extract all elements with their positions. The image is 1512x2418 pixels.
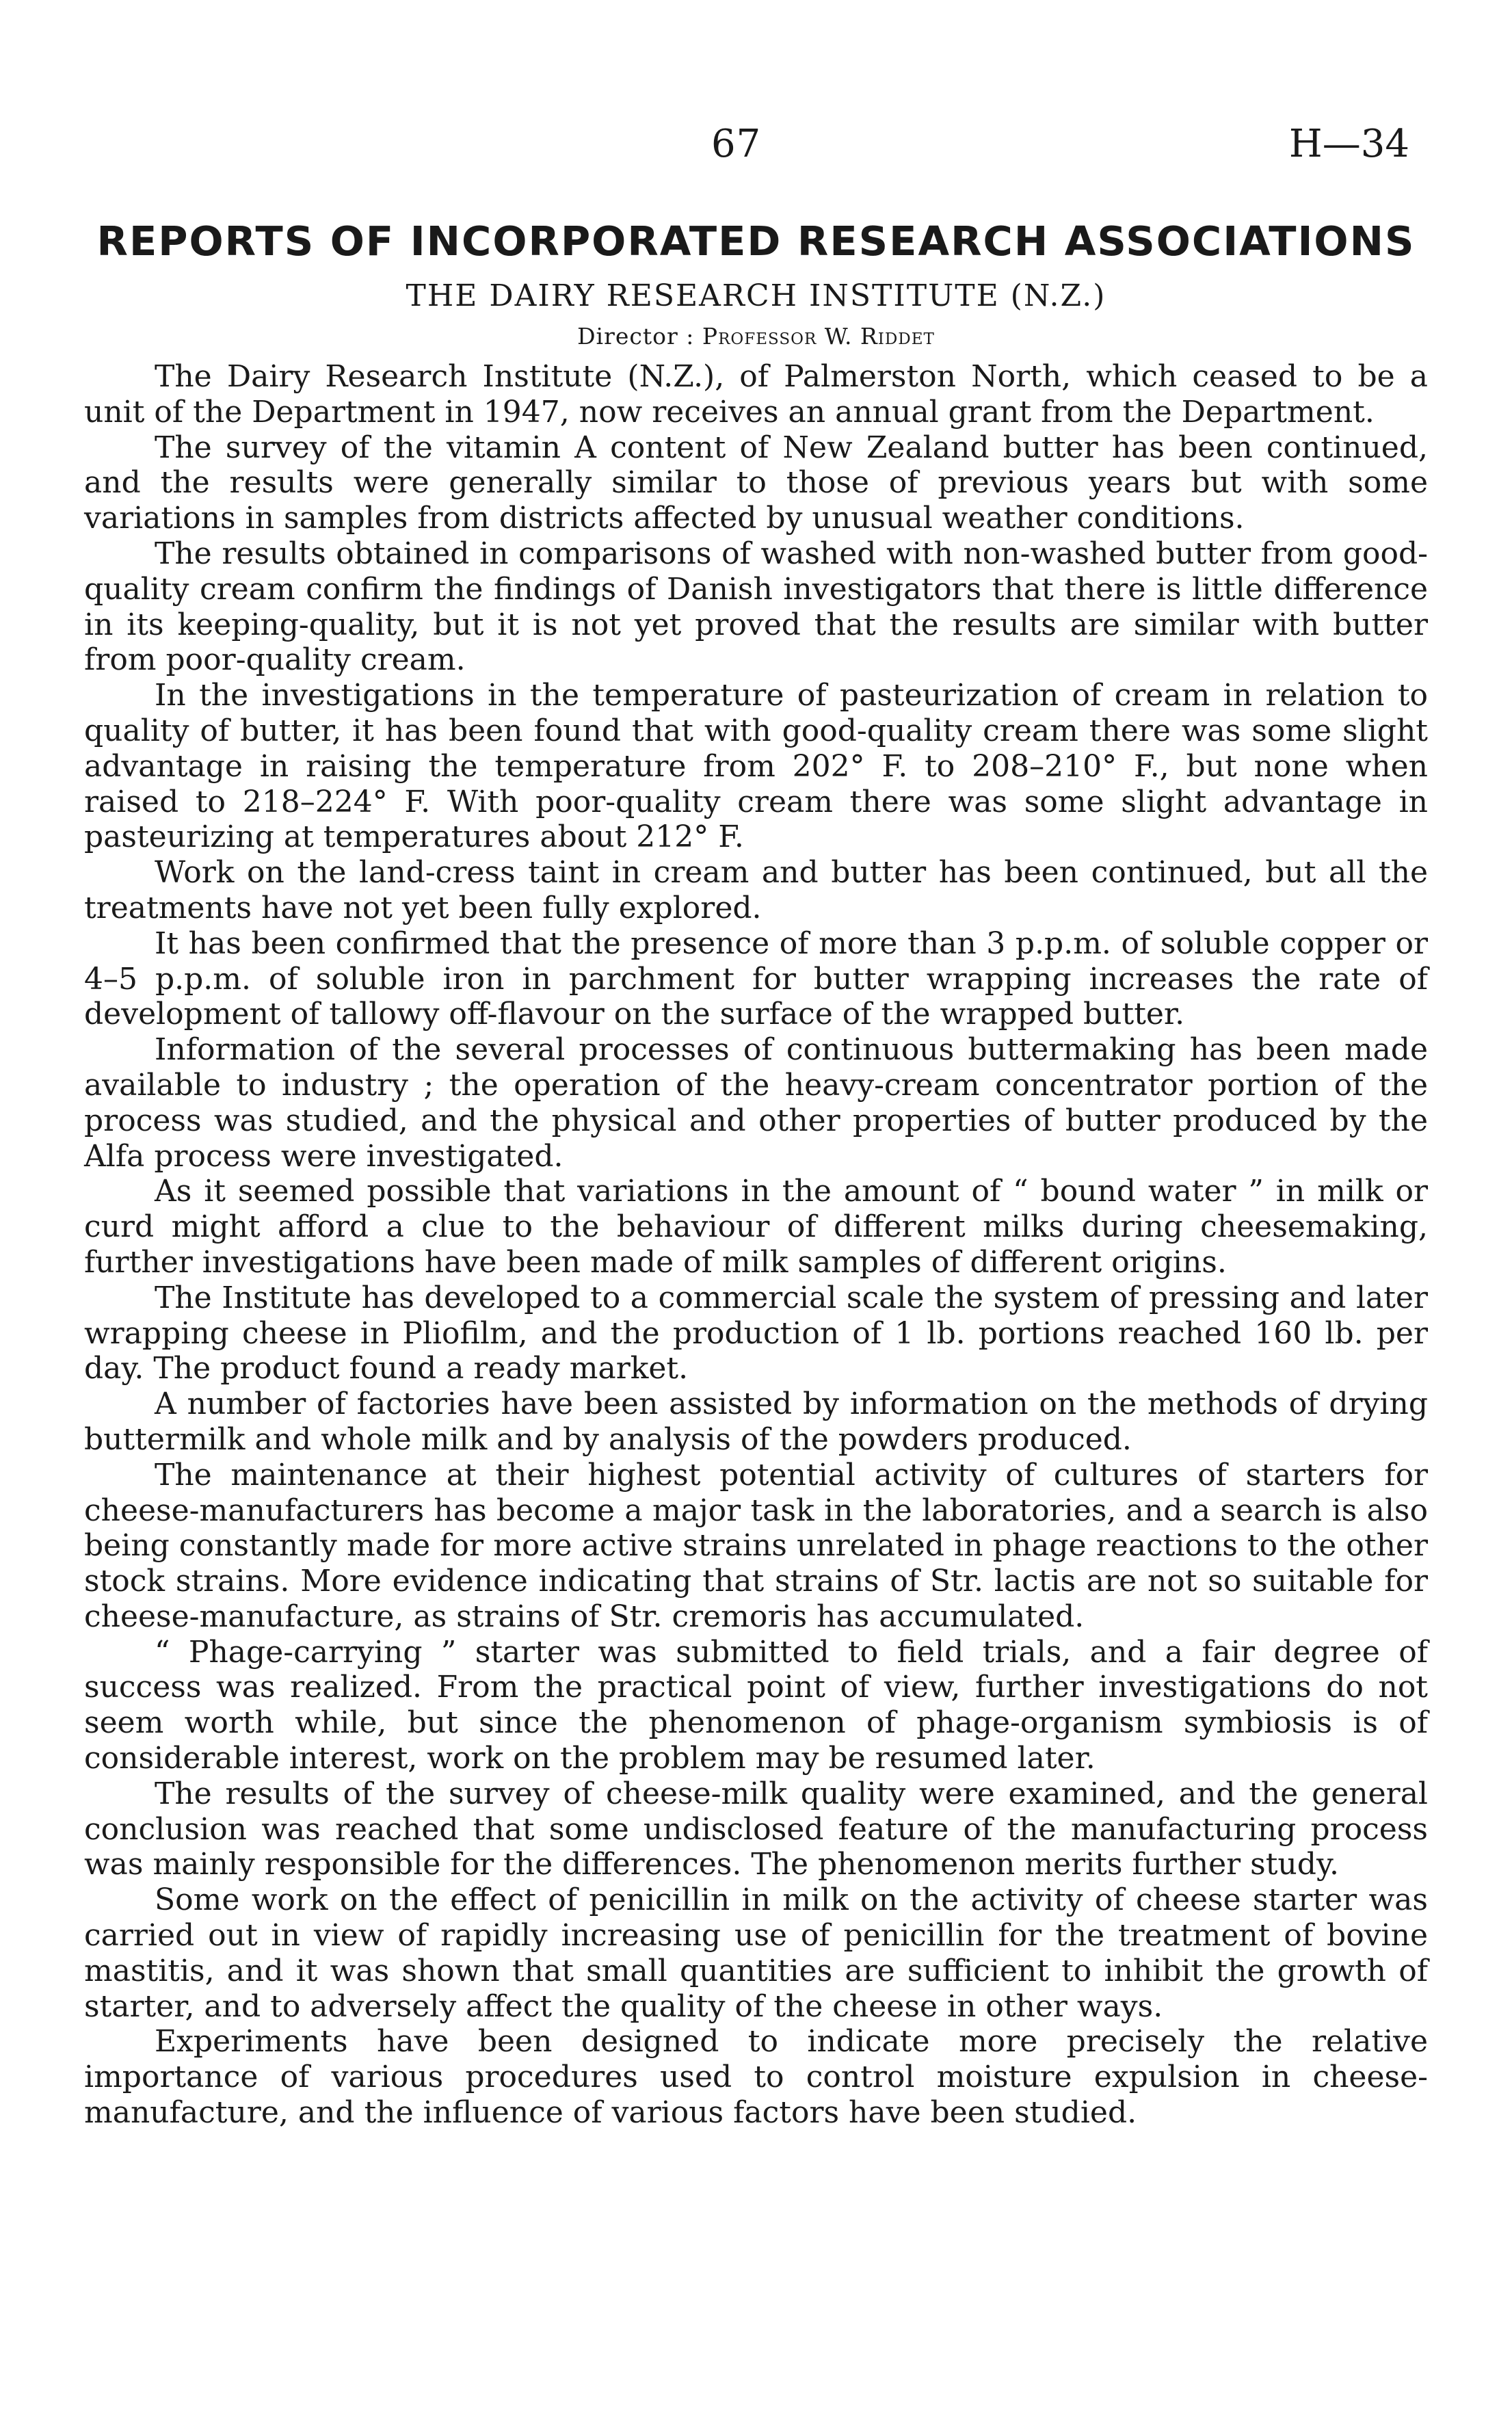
paragraph: As it seemed possible that variations in the amount of “ bound water ” in milk or curd might afford a clue to the behaviour of different milks during cheesemaking, further investigations have been made of milk samples of different origins.	[84, 1174, 1428, 1280]
paragraph: It has been confirmed that the presence of more than 3 p.p.m. of soluble copper or 4–5 p.p.m. of soluble iron in parchment for butter wrapping increases the rate of development of tallowy off-flavour on the surface of the wrapped butter.	[84, 925, 1428, 1032]
director-label: Director :	[577, 323, 695, 350]
paragraph: The survey of the vitamin A content of New Zealand butter has been continued, and the results were generally similar to those of previous years but with some variations in samples from districts affected by unusual weather conditions.	[84, 430, 1428, 536]
paragraph: A number of factories have been assisted by information on the methods of drying buttermilk and whole milk and by analysis of the powders produced.	[84, 1387, 1428, 1457]
paragraph: The results of the survey of cheese-milk quality were examined, and the general conclusion was reached that some undisclosed feature of the manufacturing process was mainly responsible for the differences. The phenomenon merits further study.	[84, 1776, 1428, 1882]
section-subtitle: THE DAIRY RESEARCH INSTITUTE (N.Z.)	[406, 278, 1106, 313]
paragraph: Information of the several processes of continuous buttermaking has been made available to industry ; the operation of the heavy-cream concentrator portion of the process was studied, and the physical and other properties of butter produced by the Alfa process were investigated.	[84, 1032, 1428, 1174]
director-line	[0, 323, 1512, 350]
report-code: H—34	[1288, 122, 1409, 166]
director-name: Professor W. Riddet	[702, 323, 935, 350]
report-body	[84, 359, 1428, 2131]
paragraph: The Institute has developed to a commercial scale the system of pressing and later wrapping cheese in Pliofilm, and the production of 1 lb. portions reached 160 lb. per day. The product found a ready market.	[84, 1280, 1428, 1387]
paragraph: The maintenance at their highest potential activity of cultures of starters for cheese-manufacturers has become a major task in the laboratories, and a search is also being constantly made for more active strains unrelated in phage reactions to the other stock strains. More evidence indicating that strains of Str. lactis are not so suitable for cheese-manufacture, as strains of Str. cremoris has accumulated.	[84, 1457, 1428, 1634]
page-title: REPORTS OF INCORPORATED RESEARCH ASSOCIATIONS	[96, 218, 1416, 265]
paragraph: In the investigations in the temperature of pasteurization of cream in relation to quality of butter, it has been found that with good-quality cream there was some slight advantage in raising the temperature from 202° F. to 208–210° F., but none when raised to 218–224° F. With poor-quality cream there was some slight advantage in pasteurizing at temperatures about 212° F.	[84, 678, 1428, 855]
page-header	[0, 122, 1512, 170]
page-number: 67	[711, 122, 762, 166]
paragraph: “ Phage-carrying ” starter was submitted to field trials, and a fair degree of success was realized. From the practical point of view, further investigations do not seem worth while, but since the phenomenon of phage-organism symbiosis is of considerable interest, work on the problem may be resumed later.	[84, 1634, 1428, 1776]
paragraph: Experiments have been designed to indicate more precisely the relative importance of various procedures used to control moisture expulsion in cheese-manufacture, and the influence of various factors have been studied.	[84, 2024, 1428, 2131]
paragraph: The Dairy Research Institute (N.Z.), of Palmerston North, which ceased to be a unit of the Department in 1947, now receives an annual grant from the Department.	[84, 359, 1428, 430]
paragraph: The results obtained in comparisons of washed with non-washed butter from good-quality cream confirm the findings of Danish investigators that there is little difference in its keeping-quality, but it is not yet proved that the results are similar with butter from poor-quality cream.	[84, 536, 1428, 678]
paragraph: Some work on the effect of penicillin in milk on the activity of cheese starter was carried out in view of rapidly increasing use of penicillin for the treatment of bovine mastitis, and it was shown that small quantities are sufficient to inhibit the growth of starter, and to adversely affect the quality of the cheese in other ways.	[84, 1882, 1428, 2024]
paragraph: Work on the land-cress taint in cream and butter has been continued, but all the treatments have not yet been fully explored.	[84, 855, 1428, 925]
